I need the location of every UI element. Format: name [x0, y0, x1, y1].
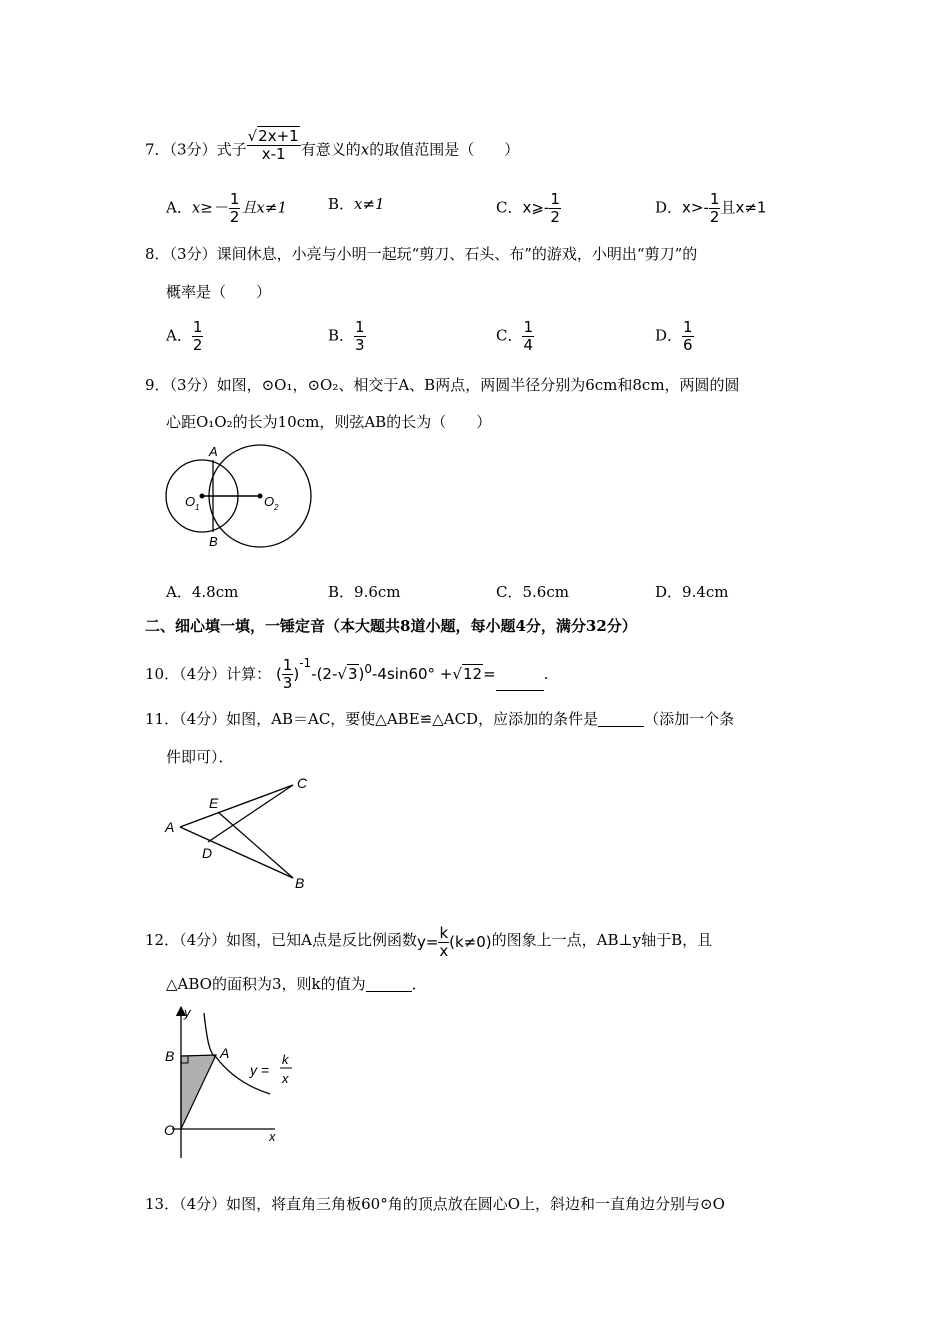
q7-option-d: D．x>- $\frac{1}{2}$ 且x≠1 [655, 190, 767, 226]
q9-option-c: C．5.6cm [496, 583, 569, 601]
q8-stem-line2: 概率是（ ） [166, 283, 272, 301]
q8-score: （3分） [169, 245, 217, 263]
q8-stem-line1: 8．（3分）课间休息，小亮与小明一起玩“剪刀、石头、布”的游戏，小明出“剪刀”的 [145, 245, 698, 263]
label-x: x [269, 1129, 276, 1144]
q11-number: 11． [145, 710, 180, 728]
hyperbola [204, 1013, 270, 1094]
q7-stem: 7．（3分）式子 $\frac{√2x+1}{x-1}$ 有意义的x的取值范围是（ ） [145, 127, 520, 163]
triangle-abo [181, 1055, 216, 1129]
q9-option-b: B．9.6cm [328, 583, 401, 601]
q8-option-b: B． $\frac{1}{3}$ [328, 318, 365, 354]
q7-option-b: B．x≠1 [328, 195, 385, 213]
q12-stem-line2: △ABO的面积为3，则k的值为 ． [166, 975, 427, 993]
q11-score: （4分） [179, 710, 227, 728]
label-e: E [209, 795, 219, 811]
q9-score: （3分） [169, 376, 217, 394]
q12-figure-graph [160, 1003, 300, 1163]
q12-score: （4分） [179, 931, 227, 949]
label-o2-sub: 2 [274, 503, 279, 512]
q11-figure-triangles [160, 770, 320, 895]
label-b: B [209, 534, 218, 549]
q9-number: 9． [145, 376, 170, 394]
q8-number: 8． [145, 245, 170, 263]
label-o: O [164, 1122, 175, 1138]
label-fn-y: y = [250, 1062, 270, 1078]
q12-function: y= $\frac{k}{x}$ (k≠0) [416, 924, 492, 960]
label-o1-sub: 1 [195, 503, 200, 512]
label-o2: O [264, 494, 275, 509]
label-fn-k: k [282, 1052, 289, 1067]
label-a: A [209, 444, 218, 459]
q7-option-a: A．x≥－ $\frac{1}{2}$ 且x≠1 [166, 190, 287, 226]
label-a: A [165, 819, 175, 835]
q11-answer-blank[interactable] [598, 712, 644, 727]
q8-option-c: C． $\frac{1}{4}$ [496, 318, 534, 354]
label-b: B [295, 875, 305, 891]
q7-number: 7． [145, 140, 170, 159]
q10-score: （4分） [179, 665, 227, 683]
q7-expression: $\frac{√2x+1}{x-1}$ [247, 127, 299, 163]
q8-option-d: D． $\frac{1}{6}$ [655, 318, 693, 354]
section-2-title: 二、细心填一填，一锤定音（本大题共8道小题，每小题4分，满分32分） [145, 617, 637, 635]
q7-option-c: C．x⩾- $\frac{1}{2}$ [496, 190, 560, 226]
q13-stem-line1: 13．（4分）如图，将直角三角板60°角的顶点放在圆心O上，斜边和一直角边分别与⊙O [145, 1195, 725, 1213]
label-d: D [202, 845, 213, 861]
label-a: A [220, 1045, 230, 1061]
label-o1: O [185, 494, 196, 509]
q11-stem-line1: 11．（4分）如图，AB＝AC，要使△ABE≌△ACD，应添加的条件是 （添加一个条 [145, 710, 735, 728]
q10-number: 10． [145, 665, 180, 683]
label-c: C [297, 775, 308, 791]
q9-stem-line1: 9．（3分）如图，⊙O₁，⊙O₂、相交于A、B两点，两圆半径分别为6cm和8cm，两圆的圆 [145, 376, 740, 394]
label-y: y [184, 1005, 191, 1020]
q9-stem-line2: 心距O₁O₂的长为10cm，则弦AB的长为（ ） [166, 413, 492, 431]
q9-option-d: D．9.4cm [655, 583, 729, 601]
q12-number: 12． [145, 931, 180, 949]
q10-stem: 10．（4分）计算： ( $\frac{1}{3}$ )$^{-1}-(2-√3)^0-4\sin 60^\circ +√12=$ . [145, 656, 549, 692]
q13-number: 13． [145, 1195, 180, 1213]
q12-stem-line1: 12．（4分）如图，已知A点是反比例函数y= $\frac{k}{x}$ (k≠0)的图象上一点，AB⊥y轴于B，且 [145, 924, 713, 960]
label-b: B [165, 1048, 175, 1064]
q13-score: （4分） [179, 1195, 227, 1213]
q9-figure-circles [160, 440, 320, 555]
q10-expression: ( $\frac{1}{3}$ )$^{-1}-(2-√3)^0-4\sin 60^\circ +√12=$ . [275, 656, 549, 692]
q8-option-a: A． $\frac{1}{2}$ [166, 318, 203, 354]
label-fn-x: x [282, 1071, 289, 1086]
q11-stem-line2: 件即可）． [166, 748, 234, 766]
q7-score: （3分） [169, 140, 217, 159]
q12-answer-blank[interactable] [366, 977, 412, 992]
q9-option-a: A．4.8cm [166, 583, 239, 601]
q10-answer-blank[interactable] [496, 676, 544, 691]
